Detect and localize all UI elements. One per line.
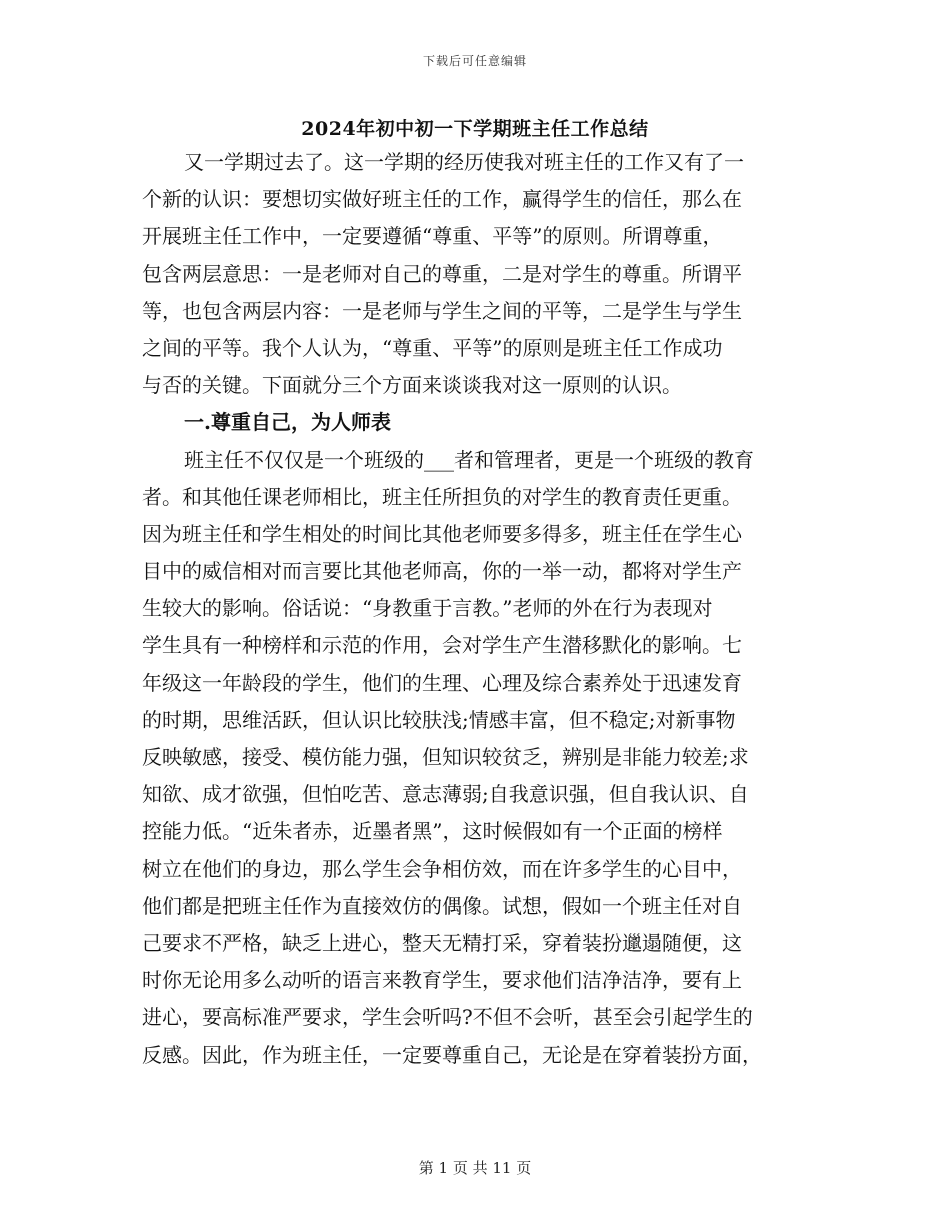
paragraph-line: 的时期，思维活跃，但认识比较肤浅;情感丰富，但不稳定;对新事物: [142, 707, 736, 732]
document-title: 2024年初中初一下学期班主任工作总结: [301, 118, 649, 140]
paragraph-line: 等，也包含两层内容：一是老师与学生之间的平等，二是学生与学生: [142, 298, 742, 323]
section-heading: 一.尊重自己，为人师表: [184, 410, 391, 435]
paragraph-line: 己要求不严格，缺乏上进心，整天无精打采，穿着装扮邋遢随便，这: [142, 930, 742, 955]
page-number-footer: 第 1 页 共 11 页: [418, 1159, 532, 1177]
paragraph-line: 时你无论用多么动听的语言来教育学生，要求他们洁净洁净，要有上: [142, 968, 742, 993]
paragraph-line: 反感。因此，作为班主任，一定要尊重自己，无论是在穿着装扮方面，: [142, 1042, 762, 1067]
paragraph-line: 者。和其他任课老师相比，班主任所担负的对学生的教育责任更重。: [142, 484, 742, 509]
paragraph-line: 进心，要高标准严要求，学生会听吗?不但不会听，甚至会引起学生的: [142, 1005, 753, 1030]
paragraph-line: 学生具有一种榜样和示范的作用，会对学生产生潜移默化的影响。七: [142, 633, 742, 658]
paragraph-line: 反映敏感，接受、模仿能力强，但知识较贫乏，辨别是非能力较差;求: [142, 745, 749, 769]
paragraph-line: 他们都是把班主任作为直接效仿的偶像。试想，假如一个班主任对自: [142, 893, 742, 918]
paragraph-line: 开展班主任工作中，一定要遵循“尊重、平等”的原则。所谓尊重，: [142, 224, 723, 249]
paragraph-line: 树立在他们的身边，那么学生会争相仿效，而在许多学生的心目中，: [142, 856, 742, 881]
paragraph-line: 班主任不仅仅是一个班级的___者和管理者，更是一个班级的教育: [184, 447, 754, 472]
page-header-note: 下载后可任意编辑: [422, 54, 527, 68]
document-body: [142, 144, 814, 1074]
paragraph-line: 又一学期过去了。这一学期的经历使我对班主任的工作又有了一: [184, 150, 744, 174]
paragraph-line: 因为班主任和学生相处的时间比其他老师要多得多，班主任在学生心: [142, 521, 742, 546]
paragraph-line: 与否的关键。下面就分三个方面来谈谈我对这一原则的认识。: [142, 373, 682, 398]
paragraph-line: 知欲、成才欲强，但怕吃苦、意志薄弱;自我意识强，但自我认识、自: [142, 782, 749, 807]
paragraph-line: 年级这一年龄段的学生，他们的生理、心理及综合素养处于迅速发育: [142, 670, 742, 695]
paragraph-line: 包含两层意思：一是老师对自己的尊重，二是对学生的尊重。所谓平: [142, 261, 742, 286]
paragraph-line: 目中的威信相对而言要比其他老师高，你的一举一动，都将对学生产: [142, 559, 742, 584]
paragraph-line: 个新的认识：要想切实做好班主任的工作，赢得学生的信任，那么在: [142, 187, 742, 212]
paragraph-line: 之间的平等。我个人认为，“尊重、平等”的原则是班主任工作成功: [142, 335, 723, 360]
paragraph-line: 生较大的影响。俗话说：“身教重于言教。”老师的外在行为表现对: [142, 596, 713, 621]
paragraph-line: 控能力低。“近朱者赤，近墨者黑”，这时候假如有一个正面的榜样: [142, 819, 723, 844]
